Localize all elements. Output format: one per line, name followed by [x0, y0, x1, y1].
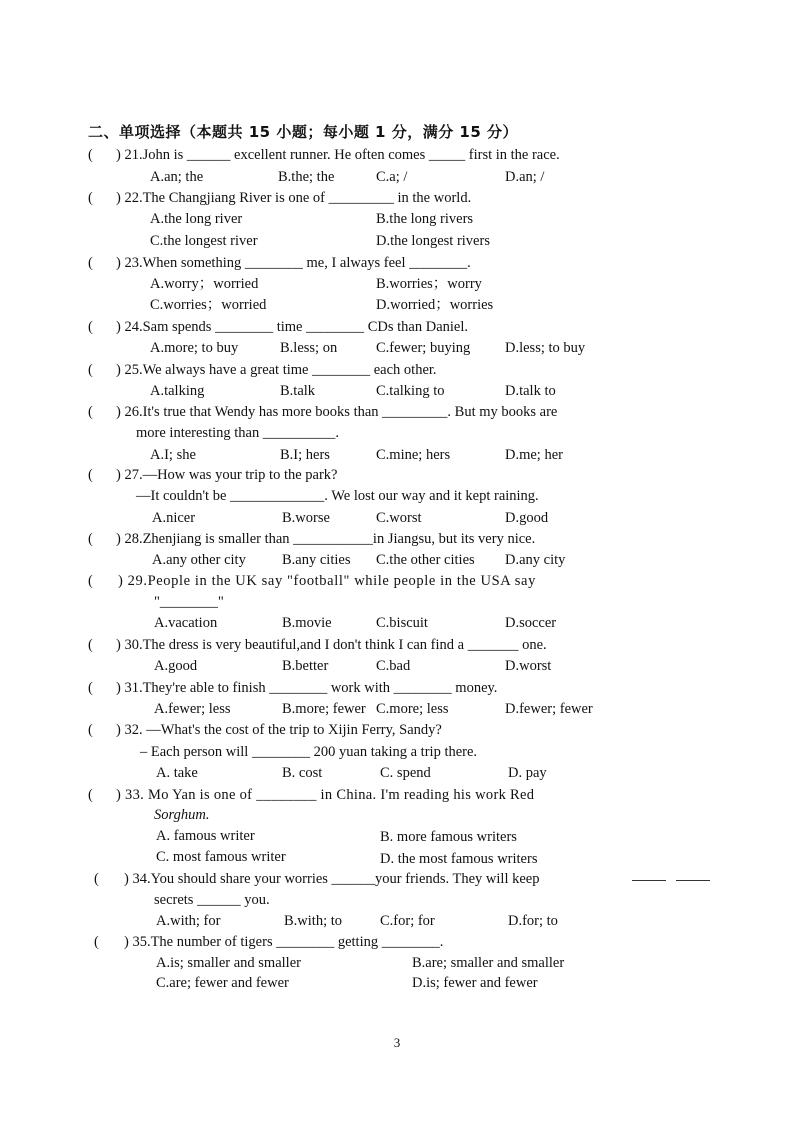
- q21-paren: (: [88, 147, 93, 163]
- q23-option-a: A.worry；worried: [150, 276, 259, 292]
- q32-option-c: C. spend: [380, 765, 431, 781]
- q32-option-d: D. pay: [508, 765, 547, 781]
- q24-option-a: A.more; to buy: [150, 340, 239, 356]
- q33-option-d: D. the most famous writers: [380, 851, 538, 867]
- q30-option-c: C.bad: [376, 658, 411, 674]
- q23-stem: ) 23.When something ________ me, I always feel ________.: [116, 255, 471, 271]
- q33-option-c: C. most famous writer: [156, 849, 286, 865]
- q34-paren: (: [94, 871, 99, 887]
- q26-stem: ) 26.It's true that Wendy has more books than _________. But my books are: [116, 404, 558, 420]
- q27-stem-continued: —It couldn't be _____________. We lost our way and it kept raining.: [136, 488, 539, 504]
- q23-option-c: C.worries；worried: [150, 297, 267, 313]
- q32-stem-continued: – Each person will ________ 200 yuan taking a trip there.: [140, 744, 478, 760]
- q35-option-c: C.are; fewer and fewer: [156, 975, 289, 991]
- q29-option-c: C.biscuit: [376, 615, 428, 631]
- q27-option-d: D.good: [505, 510, 549, 526]
- section-title: 二、单项选择（本题共 15 小题；每小题 1 分，满分 15 分）: [88, 123, 519, 141]
- q24-option-b: B.less; on: [280, 340, 338, 356]
- q29-stem-continued: "________": [154, 594, 224, 610]
- q29-stem: ) 29.People in the UK say "football" while people in the USA say: [118, 573, 536, 589]
- q24-option-d: D.less; to buy: [505, 340, 586, 356]
- q22-stem: ) 22.The Changjiang River is one of _________ in the world.: [116, 190, 472, 206]
- q25-option-b: B.talk: [280, 383, 316, 399]
- page-number: 3: [393, 1035, 401, 1050]
- q28-option-d: D.any city: [505, 552, 566, 568]
- q35-option-d: D.is; fewer and fewer: [412, 975, 538, 991]
- q26-option-c: C.mine; hers: [376, 447, 451, 463]
- q32-option-b: B. cost: [282, 765, 323, 781]
- q22-option-a: A.the long river: [150, 211, 243, 227]
- q32-stem: ) 32. —What's the cost of the trip to Xijin Ferry, Sandy?: [116, 722, 442, 738]
- q35-option-a: A.is; smaller and smaller: [156, 955, 301, 971]
- q27-option-b: B.worse: [282, 510, 330, 526]
- q22-option-d: D.the longest rivers: [376, 233, 490, 249]
- q24-option-c: C.fewer; buying: [376, 340, 471, 356]
- q34-option-d: D.for; to: [508, 913, 558, 929]
- q28-paren: (: [88, 531, 93, 547]
- q30-stem: ) 30.The dress is very beautiful,and I don't think I can find a _______ one.: [116, 637, 547, 653]
- q21-option-b: B.the; the: [278, 169, 335, 185]
- q25-option-a: A.talking: [150, 383, 205, 399]
- q34-option-c: C.for; for: [380, 913, 435, 929]
- q35-stem: ) 35.The number of tigers ________ getting ________.: [124, 934, 444, 950]
- q31-paren: (: [88, 680, 93, 696]
- q33-stem: ) 33. Mo Yan is one of ________ in China. I'm reading his work Red: [116, 787, 535, 803]
- q30-paren: (: [88, 637, 93, 653]
- q23-option-d: D.worried；worries: [376, 297, 494, 313]
- q31-option-c: C.more; less: [376, 701, 449, 717]
- q28-option-a: A.any other city: [152, 552, 246, 568]
- q30-option-a: A.good: [154, 658, 198, 674]
- q22-option-b: B.the long rivers: [376, 211, 474, 227]
- q28-stem: ) 28.Zhenjiang is smaller than ___________in Jiangsu, but its very nice.: [116, 531, 536, 547]
- q30-option-b: B.better: [282, 658, 329, 674]
- q27-paren: (: [88, 467, 93, 483]
- q21-option-d: D.an; /: [505, 169, 545, 185]
- q28-option-c: C.the other cities: [376, 552, 475, 568]
- q30-option-d: D.worst: [505, 658, 552, 674]
- q21-stem: ) 21.John is ______ excellent runner. He often comes _____ first in the race.: [116, 147, 560, 163]
- q29-option-a: A.vacation: [154, 615, 218, 631]
- q35-paren: (: [94, 934, 99, 950]
- q26-option-b: B.I; hers: [280, 447, 330, 463]
- q33-paren: (: [88, 787, 93, 803]
- q25-stem: ) 25.We always have a great time ________ each other.: [116, 362, 437, 378]
- q28-option-b: B.any cities: [282, 552, 351, 568]
- q33-stem-continued: Sorghum.: [154, 807, 210, 823]
- q22-option-c: C.the longest river: [150, 233, 258, 249]
- q31-stem: ) 31.They're able to finish ________ work with ________ money.: [116, 680, 498, 696]
- q35-option-b: B.are; smaller and smaller: [412, 955, 565, 971]
- q24-stem: ) 24.Sam spends ________ time ________ CDs than Daniel.: [116, 319, 469, 335]
- q32-option-a: A. take: [156, 765, 198, 781]
- q34-option-b: B.with; to: [284, 913, 343, 929]
- q29-paren: (: [88, 573, 93, 589]
- q27-stem: ) 27.—How was your trip to the park?: [116, 467, 338, 483]
- q26-option-d: D.me; her: [505, 447, 563, 463]
- q31-option-b: B.more; fewer: [282, 701, 366, 717]
- q21-option-c: C.a; /: [376, 169, 408, 185]
- q29-option-d: D.soccer: [505, 615, 557, 631]
- q33-option-a: A. famous writer: [156, 828, 255, 844]
- q26-paren: (: [88, 404, 93, 420]
- q34-stem: ) 34.You should share your worries ______your friends. They will keep: [124, 871, 540, 887]
- q25-paren: (: [88, 362, 93, 378]
- q32-paren: (: [88, 722, 93, 738]
- q26-option-a: A.I; she: [150, 447, 196, 463]
- q34-option-a: A.with; for: [156, 913, 221, 929]
- q25-option-c: C.talking to: [376, 383, 445, 399]
- q33-option-b: B. more famous writers: [380, 829, 517, 845]
- q23-option-b: B.worries；worry: [376, 276, 482, 292]
- q29-option-b: B.movie: [282, 615, 332, 631]
- q31-option-d: D.fewer; fewer: [505, 701, 593, 717]
- q27-option-c: C.worst: [376, 510, 422, 526]
- q34-blank-line: [632, 880, 666, 881]
- q23-paren: (: [88, 255, 93, 271]
- q31-option-a: A.fewer; less: [154, 701, 231, 717]
- q24-paren: (: [88, 319, 93, 335]
- q26-stem-continued: more interesting than __________.: [136, 425, 339, 441]
- q34-blank-line: [676, 880, 710, 881]
- q22-paren: (: [88, 190, 93, 206]
- q25-option-d: D.talk to: [505, 383, 556, 399]
- q34-stem-continued: secrets ______ you.: [154, 892, 270, 908]
- q21-option-a: A.an; the: [150, 169, 204, 185]
- q27-option-a: A.nicer: [152, 510, 196, 526]
